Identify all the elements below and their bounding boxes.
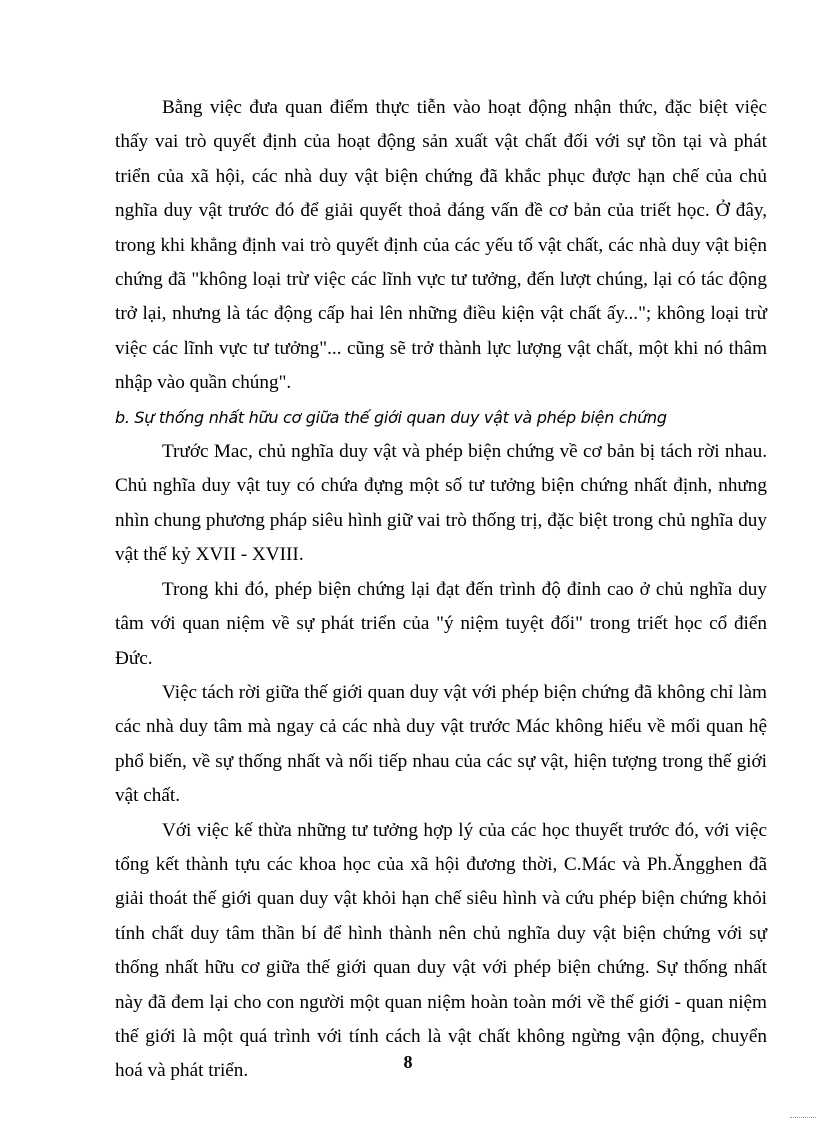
paragraph-before-marx: Trước Mac, chủ nghĩa duy vật và phép biện chứng về cơ bản bị tách rời nhau. Chủ nghĩa duy vật tuy có chứa đựng một số tư tưởng biện chứng nhất định, nhưng nhìn chung phương pháp siêu hình giữ vai trò thống trị, đặc biệt trong chủ nghĩa duy vật thế kỷ XVII - XVIII. [115, 441, 767, 566]
paragraph-practice: Bằng việc đưa quan điểm thực tiễn vào hoạt động nhận thức, đặc biệt việc thấy vai trò quyết định của hoạt động sản xuất vật chất đối với sự tồn tại và phát triển của xã hội, các nhà duy vật biện chứng đã khắc phục được hạn chế của chủ nghĩa duy vật trước đó để giải quyết thoả đáng vấn đề cơ bản của triết học. Ở đây, trong khi khẳng định vai trò quyết định của các yếu tố vật chất, các nhà duy vật biện chứng đã "không loại trừ việc các lĩnh vực tư tưởng, đến lượt chúng, lại có tác động trở lại, nhưng là tác động cấp hai lên những điều kiện vật chất ấy..."; không loại trừ việc các lĩnh vực tư tưởng"... cũng sẽ trở thành lực lượng vật chất, một khi nó thâm nhập vào quần chúng". [115, 97, 767, 394]
paragraph-separation: Việc tách rời giữa thế giới quan duy vật với phép biện chứng đã không chỉ làm các nhà duy tâm mà ngay cả các nhà duy vật trước Mác không hiểu về mối quan hệ phổ biến, về sự thống nhất và nối tiếp nhau của các sự vật, hiện tượng trong thế giới vật chất. [115, 681, 767, 807]
body-text [115, 91, 767, 1089]
paragraph-dialectics-idealism: Trong khi đó, phép biện chứng lại đạt đến trình độ đỉnh cao ở chủ nghĩa duy tâm với quan niệm về sự phát triển của "ý niệm tuyệt đối" trong triết học cổ điển Đức. [115, 578, 767, 669]
paragraph-marx-engels: Với việc kế thừa những tư tưởng hợp lý của các học thuyết trước đó, với việc tổng kết thành tựu các khoa học của xã hội đương thời, C.Mác và Ph.Ăngghen đã giải thoát thế giới quan duy vật khỏi hạn chế siêu hình và cứu phép biện chứng khỏi tính chất duy tâm thần bí để hình thành nên chủ nghĩa duy vật biện chứng với sự thống nhất hữu cơ giữa thế giới quan duy vật với phép biện chứng. Sự thống nhất này đã đem lại cho con người một quan niệm hoàn toàn mới về thế giới - quan niệm thế giới là một quá trình với tính cách là vật chất không ngừng vận động, chuyển hoá và phát triển. [115, 819, 767, 1082]
page-number: 8 [403, 1052, 413, 1072]
corner-mark [790, 1117, 816, 1119]
section-heading: b. Sự thống nhất hữu cơ giữa thế giới quan duy vật và phép biện chứng [115, 407, 667, 427]
